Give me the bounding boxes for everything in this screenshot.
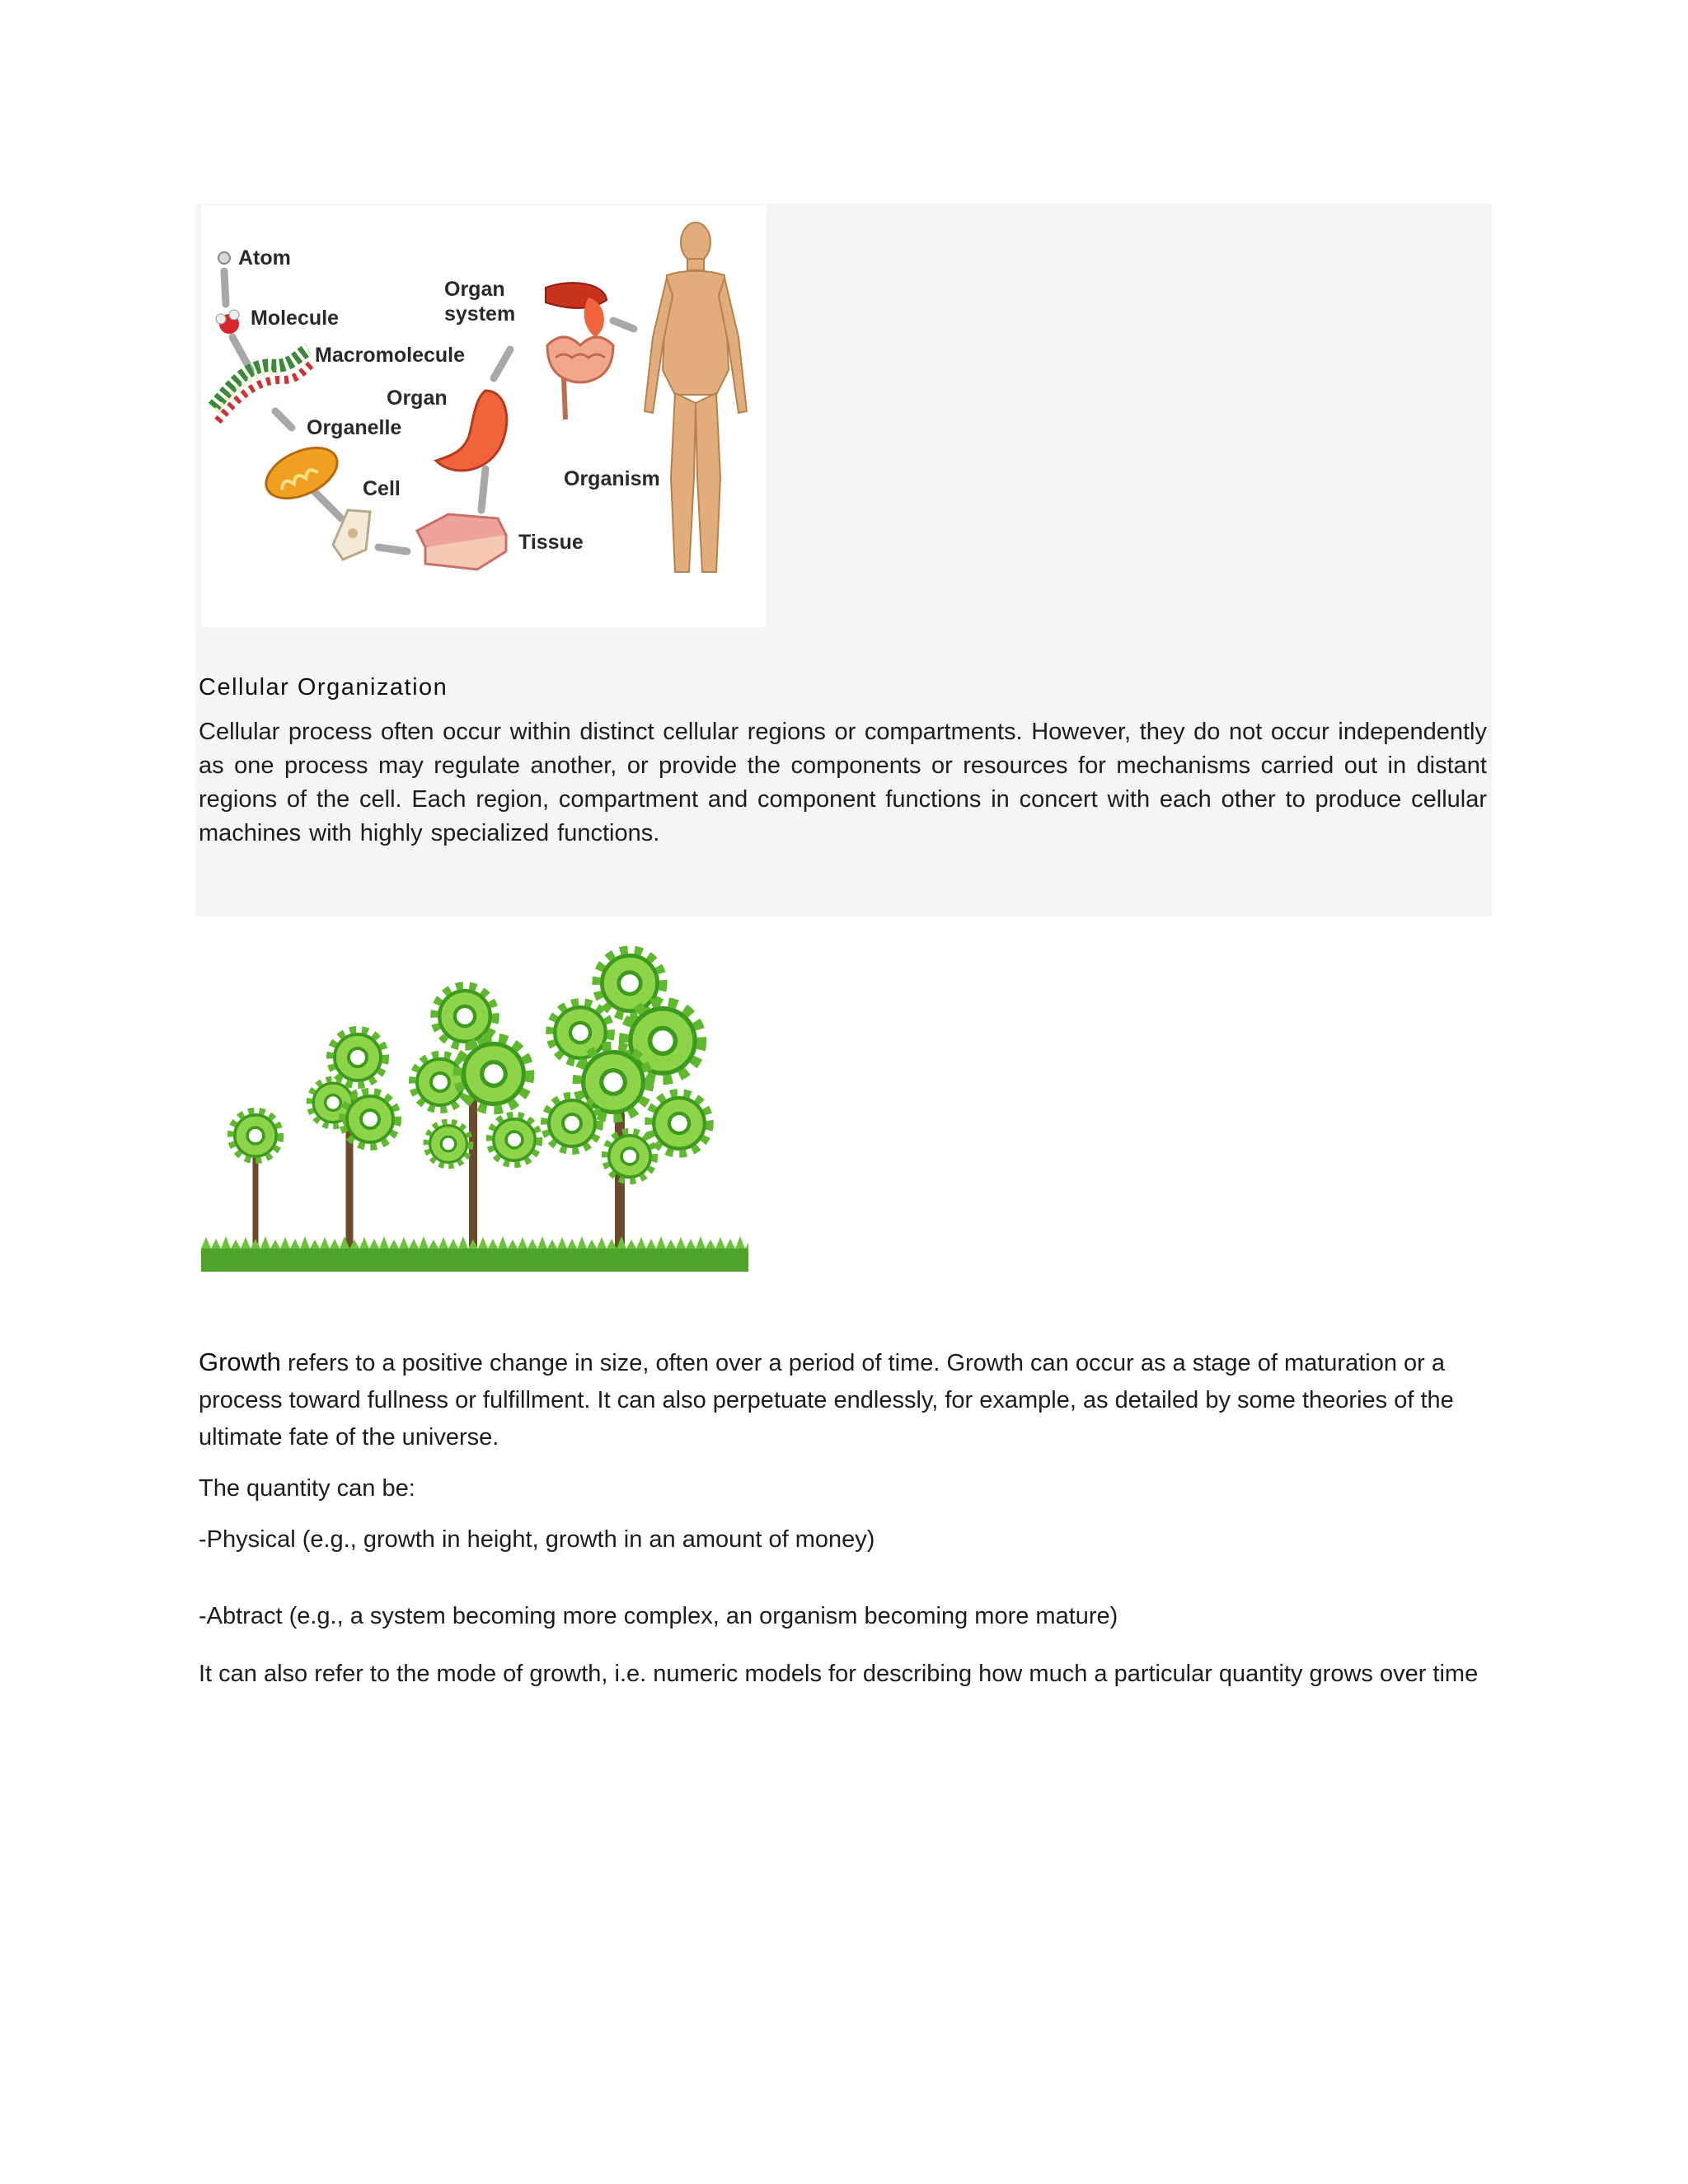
cellular-organization-paragraph: Cellular process often occur within distinct cellular regions or compartments. However, they do not occur independently as one process may regulate another, or provide the components or resources for mechanisms carried out in distant regions of the cell. Each region, compartment and component functions in concert with each other to produce cellular machines with highly specialized functions. bbox=[199, 719, 1487, 846]
label-organ: Organ bbox=[387, 387, 448, 410]
growth-term: Growth bbox=[199, 1347, 281, 1376]
quantity-abstract: -Abtract (e.g., a system becoming more complex, an organism becoming more mature) bbox=[199, 1603, 1118, 1629]
quantity-physical: -Physical (e.g., growth in height, growth in an amount of money) bbox=[199, 1526, 875, 1553]
label-organism: Organism bbox=[564, 467, 660, 490]
label-organ-system-1: Organ bbox=[444, 278, 505, 301]
growth-mode-paragraph: It can also refer to the mode of growth, i.e. numeric models for describing how much a particular quantity grows over time bbox=[199, 1661, 1479, 1687]
macromolecule-icon bbox=[213, 349, 315, 421]
levels-of-organization-figure bbox=[201, 205, 767, 627]
label-organelle: Organelle bbox=[307, 416, 402, 439]
label-atom: Atom bbox=[238, 246, 291, 269]
medium-gear-tree-icon bbox=[309, 1029, 398, 1147]
largest-gear-tree-icon bbox=[544, 949, 710, 1181]
label-molecule: Molecule bbox=[251, 307, 339, 330]
mitochondrion-icon bbox=[258, 438, 345, 509]
tissue-icon bbox=[417, 514, 506, 569]
label-macromolecule: Macromolecule bbox=[315, 344, 466, 367]
label-cell: Cell bbox=[363, 477, 401, 500]
quantity-intro: The quantity can be: bbox=[199, 1475, 415, 1502]
atom-icon bbox=[218, 252, 230, 264]
small-gear-tree-icon bbox=[230, 1110, 280, 1160]
section-heading-cellular-organization: Cellular Organization bbox=[199, 674, 448, 701]
growth-paragraph bbox=[199, 1343, 1493, 1456]
digestive-system-icon bbox=[546, 283, 613, 419]
label-tissue: Tissue bbox=[518, 531, 584, 554]
growth-definition: refers to a positive change in size, often over a period of time. Growth can occur as a stage of maturation or a process toward fullness or fulfillment. It can also perpetuate endlessly, for example, as detailed by some theories of the ultimate fate of the universe. bbox=[199, 1350, 1454, 1451]
growth-gear-trees-figure bbox=[201, 942, 748, 1272]
molecule-icon bbox=[216, 310, 239, 334]
label-organ-system-2: system bbox=[444, 302, 516, 326]
human-figure-icon bbox=[645, 223, 747, 572]
